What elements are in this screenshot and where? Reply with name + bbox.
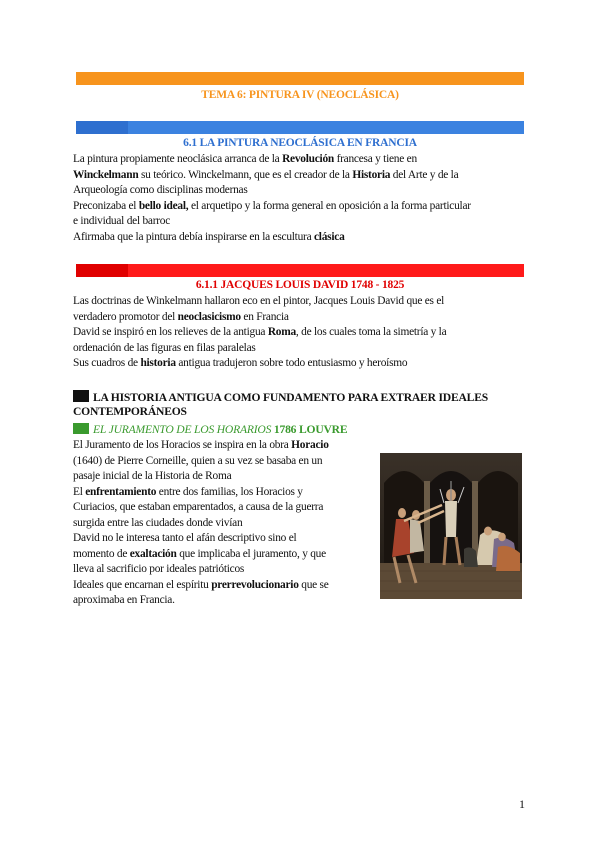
- section-2-text: [73, 294, 528, 372]
- text-line: Sus cuadros de historia antigua tradujeron sobre todo entusiasmo y heroísmo: [73, 357, 408, 369]
- text-line: (1640) de Pierre Corneille, quien a su vez se basaba en un: [73, 454, 323, 467]
- text-line: ordenación de las figuras en filas paralelas: [73, 341, 256, 354]
- text-line: David se inspiró en los relieves de la antigua Roma, de los cuales toma la simetría y la: [73, 326, 447, 338]
- page-number: 1: [519, 797, 525, 811]
- section-bar-red: [76, 264, 524, 277]
- text-line: momento de exaltación que implicaba el juramento, y que: [73, 547, 326, 560]
- text-line: pasaje inicial de la Historia de Roma: [73, 470, 232, 482]
- text-line: Preconizaba el bello ideal, el arquetipo y la forma general en oposición a la forma particular: [73, 199, 471, 212]
- title-bar-orange: [76, 72, 524, 85]
- text-line: Arqueología como disciplinas modernas: [73, 184, 248, 196]
- text-line: surgida entre las ciudades donde vivían: [73, 516, 243, 529]
- artwork-subtitle: EL JURAMENTO DE LOS HORARIOS 1786 LOUVRE: [73, 423, 347, 436]
- oath-of-horatii-painting: [380, 453, 522, 599]
- section-heading-3: LA HISTORIA ANTIGUA COMO FUNDAMENTO PARA EXTRAER IDEALES CONTEMPORÁNEOS: [73, 391, 488, 418]
- section-3-text: [73, 438, 373, 609]
- text-line: Winckelmann su teórico. Winckelmann, que es el creador de la Historia del Arte y de la: [73, 168, 459, 181]
- section-heading-1: 6.1 LA PINTURA NEOCLÁSICA EN FRANCIA: [183, 137, 417, 149]
- text-line: Afirmaba que la pintura debía inspirarse en la escultura clásica: [73, 230, 345, 243]
- text-line: Curiacios, que estaban emparentados, a causa de la guerra: [73, 501, 324, 513]
- page-title: TEMA 6: PINTURA IV (NEOCLÁSICA): [201, 89, 399, 101]
- text-line: El enfrentamiento entre dos familias, los Horacios y: [73, 485, 303, 498]
- text-line: verdadero promotor del neoclasicismo en Francia: [73, 310, 289, 323]
- section-1-text: [73, 152, 528, 245]
- text-line: El Juramento de los Horacios se inspira en la obra Horacio: [73, 439, 329, 451]
- section-heading-2: 6.1.1 JACQUES LOUIS DAVID 1748 - 1825: [195, 279, 405, 291]
- section-bar-blue: [76, 121, 524, 134]
- text-line: Ideales que encarnan el espíritu prerrevolucionario que se: [73, 578, 329, 591]
- text-line: David no le interesa tanto el afán descriptivo sino el: [73, 532, 297, 544]
- text-line: e individual del barroc: [73, 215, 171, 227]
- text-line: Las doctrinas de Winkelmann hallaron eco en el pintor, Jacques Louis David que es el: [73, 295, 445, 307]
- text-line: lleva al sacrificio por ideales patrióticos: [73, 563, 245, 575]
- green-square-marker: [73, 423, 89, 434]
- black-square-marker: [73, 390, 89, 402]
- text-line: aproximaba en Francia.: [73, 594, 175, 606]
- text-line: La pintura propiamente neoclásica arranca de la Revolución francesa y tiene en: [73, 153, 417, 165]
